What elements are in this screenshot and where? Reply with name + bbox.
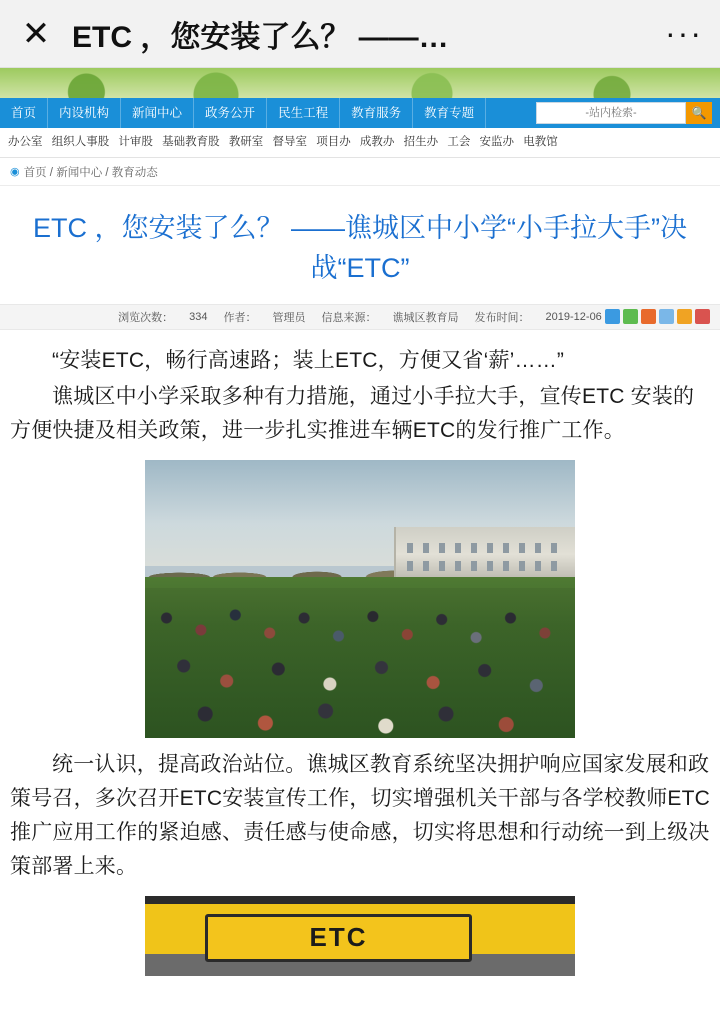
nav-item-departments[interactable]: 内设机构: [48, 98, 121, 128]
browser-top-bar: [0, 0, 720, 68]
article-headline: ETC ，您安装了么？ ——谯城区中小学“小手拉大手”决战“ETC”: [33, 213, 687, 283]
article-paragraph: “安装ETC，畅行高速路；装上ETC，方便又省‘薪’……”: [52, 349, 565, 372]
nav-item-home[interactable]: 首页: [0, 98, 48, 128]
site-banner: [0, 68, 720, 98]
site-subnav: [0, 128, 720, 158]
site-search: [536, 102, 712, 124]
nav-item-government-open[interactable]: 政务公开: [194, 98, 267, 128]
subnav-item-admissions[interactable]: 招生办: [403, 136, 439, 148]
share-more-icon[interactable]: [677, 309, 692, 324]
meta-views-count: 334: [189, 311, 208, 323]
breadcrumb: [0, 158, 720, 186]
subnav-item-av-center[interactable]: 电教馆: [523, 136, 558, 148]
nav-item-news[interactable]: 新闻中心: [121, 98, 194, 128]
meta-source: 谯城区教育局: [392, 312, 459, 324]
subnav-item-project[interactable]: 项目办: [316, 136, 351, 148]
assembly-photo-wrap: [10, 460, 710, 738]
subnav-item-research[interactable]: 教研室: [228, 136, 264, 148]
share-wechat-icon[interactable]: [623, 309, 638, 324]
article-paragraph: 谯城区中小学采取多种有力措施，通过小手拉大手，宣传ETC 安装的方便快捷及相关政策，进一步扎实推进车辆ETC的发行推广工作。: [10, 385, 695, 442]
share-sina-icon[interactable]: [605, 309, 620, 324]
share-favorite-icon[interactable]: [695, 309, 710, 324]
meta-views-label: 浏览次数：: [118, 312, 174, 324]
meta-source-label: 信息来源：: [321, 312, 377, 324]
photo-building: [394, 527, 575, 583]
search-input[interactable]: [536, 102, 686, 124]
photo-crowd: [145, 588, 575, 738]
subnav-item-supervision[interactable]: 督导室: [272, 136, 308, 148]
meta-date: 2019-12-06: [545, 311, 602, 323]
subnav-item-audit[interactable]: 计审股: [118, 136, 153, 148]
share-qzone-icon[interactable]: [641, 309, 656, 324]
subnav-item-office[interactable]: 办公室: [8, 136, 43, 148]
meta-author-label: 作者：: [223, 312, 257, 324]
assembly-photo: [145, 460, 575, 738]
subnav-item-personnel[interactable]: 组织人事股: [51, 136, 110, 148]
subnav-item-adult-education[interactable]: 成教办: [359, 136, 395, 148]
subnav-item-union[interactable]: 工会: [447, 136, 471, 148]
page-title: ETC ，您安装了么？ ——…: [72, 20, 449, 54]
meta-author: 管理员: [272, 312, 306, 324]
subnav-item-basic-education[interactable]: 基础教育股: [162, 136, 220, 148]
breadcrumb-path[interactable]: 首页 / 新闻中心 / 教育动态: [23, 166, 158, 179]
more-options-icon[interactable]: ···: [665, 15, 703, 51]
search-icon[interactable]: 🔍: [686, 102, 712, 124]
close-icon[interactable]: ✕: [21, 14, 51, 53]
article-meta: [0, 304, 720, 330]
share-bar: [605, 309, 710, 324]
article-body: [0, 330, 720, 976]
etc-sign-photo: [145, 896, 575, 976]
nav-item-livelihood[interactable]: 民生工程: [267, 98, 340, 128]
nav-item-education-topic[interactable]: 教育专题: [413, 98, 486, 128]
nav-item-education-service[interactable]: 教育服务: [340, 98, 413, 128]
etc-sign-photo-wrap: [10, 896, 710, 976]
location-pin-icon: ◉: [10, 166, 20, 178]
etc-sign-text: ETC: [205, 914, 472, 962]
site-nav: [0, 98, 720, 128]
subnav-item-safety[interactable]: 安监办: [479, 136, 515, 148]
meta-date-label: 发布时间：: [474, 312, 530, 324]
share-qq-icon[interactable]: [659, 309, 674, 324]
article-paragraph: 统一认识，提高政治站位。谯城区教育系统坚决拥护响应国家发展和政策号召，多次召开ETC安装宣传工作，切实增强机关干部与各学校教师ETC推广应用工作的紧迫感、责任感与使命感，切实将思想和行动统一到上级决策部署上来。: [10, 753, 710, 878]
banner-image: [0, 68, 720, 98]
